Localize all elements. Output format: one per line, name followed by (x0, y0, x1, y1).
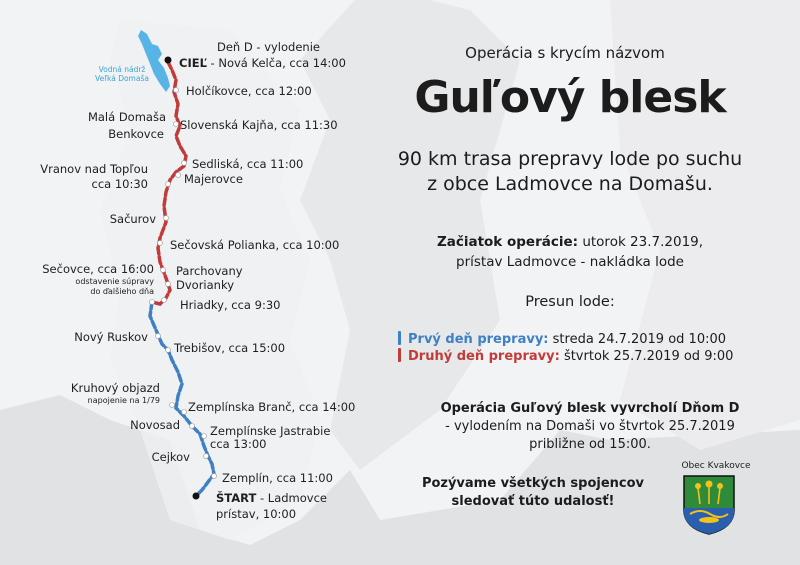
start-info-label: Začiatok operácie: (436, 234, 579, 250)
label-slovenska-kajna: Slovenská Kajňa, cca 11:30 (180, 118, 338, 132)
region-shape-right (610, 0, 800, 450)
water-name-2: Veľká Domaša (95, 74, 149, 83)
label-zemplinske-2: cca 13:00 (210, 437, 267, 451)
waypoint-cejkov (204, 454, 209, 459)
label-cejkov: Cejkov (151, 450, 190, 464)
label-kruhovy-1: Kruhový objazd (70, 381, 160, 395)
waypoint-sedliska (182, 161, 187, 166)
crest-caption: Obec Kvakovce (681, 461, 751, 471)
invitation (408, 475, 658, 511)
waypoint-ciel (165, 57, 172, 64)
day2-row (398, 348, 733, 365)
label-vranov-1: Vranov nad Topľou (40, 162, 148, 176)
start-info-line-1 (390, 232, 750, 252)
waypoint-dvorianky (166, 282, 171, 287)
start-info-line-2: prístav Ladmovce - nakládka lode (456, 254, 684, 270)
water-name-1: Vodná nádrž (98, 65, 146, 74)
label-hriadky: Hriadky, cca 9:30 (180, 298, 281, 312)
label-novosad: Novosad (130, 418, 180, 432)
waypoint-sacurov (164, 216, 169, 221)
waypoint-zemplin (212, 474, 217, 479)
end-line-3: približne od 15:00. (529, 437, 651, 452)
route-description (360, 147, 780, 197)
start-rest: - Ladmovce (256, 491, 327, 505)
coat-of-arms-icon (682, 474, 736, 536)
waypoint-polianka (158, 241, 163, 246)
waypoint-branc (182, 410, 187, 415)
label-novy-ruskov: Nový Ruskov (74, 330, 148, 344)
day2-label: Druhý deň prepravy: (408, 349, 560, 364)
start-info (390, 232, 750, 272)
label-secovce-note-1: odstavenie súpravy (75, 277, 154, 286)
waypoint-parchovany (161, 268, 166, 273)
label-trebisov: Trebišov, cca 15:00 (174, 341, 286, 355)
ciel-strong: CIEĽ (179, 56, 207, 70)
day2-marker-icon (398, 348, 401, 362)
day1-row (398, 331, 726, 348)
label-kruhovy-2: napojenie na 1/79 (87, 396, 160, 405)
waypoint-hriadky (162, 298, 167, 303)
waypoint-majerovce (176, 173, 181, 178)
label-holcikovce: Holčíkovce, cca 12:00 (186, 84, 312, 98)
label-secovce-note-2: do ďalšieho dňa (90, 287, 154, 296)
label-majerovce: Majerovce (184, 172, 243, 186)
day1-label: Prvý deň prepravy: (408, 332, 549, 347)
start-info-value: utorok 23.7.2019, (582, 234, 704, 250)
label-secovce: Sečovce, cca 16:00 (42, 262, 154, 276)
label-zemplinska-branc: Zemplínska Branč, cca 14:00 (188, 400, 356, 414)
invite-line-1: Pozývame všetkých spojencov (421, 476, 645, 491)
label-benkovce: Benkovce (108, 127, 164, 141)
label-vranov-2: cca 10:30 (91, 177, 148, 191)
end-line-2: - vylodením na Domaši vo štvrtok 25.7.2019 (445, 419, 735, 434)
label-sacurov: Sačurov (109, 212, 156, 226)
day1-value: streda 24.7.2019 od 10:00 (552, 332, 727, 347)
transfer-heading: Presun lode: (525, 294, 615, 310)
label-mala-domasa: Malá Domaša (87, 110, 166, 124)
waypoint-jastrabie (202, 434, 207, 439)
waypoint-novy-ruskov (156, 334, 161, 339)
label-ciel (179, 56, 346, 70)
label-dvorianky: Dvorianky (176, 278, 235, 292)
start-strong: ŠTART (216, 491, 257, 505)
route-line-2: z obce Ladmovce na Domašu. (427, 173, 713, 195)
label-start (216, 491, 327, 505)
waypoint-holcikovce (174, 88, 179, 93)
waypoint-kruhovy (170, 403, 175, 408)
day2-value: štvrtok 25.7.2019 od 9:00 (563, 349, 734, 364)
subtitle: Operácia s krycím názvom (465, 44, 665, 62)
waypoint-trebisov (166, 348, 171, 353)
label-secovska-polianka: Sečovská Polianka, cca 10:00 (170, 238, 340, 252)
label-zemplin: Zemplín, cca 11:00 (222, 471, 333, 485)
end-info (405, 400, 775, 454)
waypoint-slovenska-kajna (174, 122, 179, 127)
page-title: Guľový blesk (414, 72, 726, 123)
label-den-d: Deň D - vylodenie (217, 40, 320, 54)
label-zemplinske-1: Zemplínske Jastrabie (210, 424, 331, 438)
label-parchovany: Parchovany (176, 264, 243, 278)
route-line-1: 90 km trasa prepravy lode po suchu (397, 148, 743, 170)
waypoint-vranov (166, 182, 171, 187)
waypoint-start (193, 493, 200, 500)
invite-line-2: sledovať túto udalosť! (451, 494, 615, 509)
day1-marker-icon (398, 331, 401, 345)
water-label (84, 65, 160, 83)
label-sedliska: Sedliská, cca 11:00 (192, 157, 304, 171)
label-start-2: prístav, 10:00 (216, 507, 297, 521)
waypoint-novosad (190, 424, 195, 429)
ciel-rest: - Nová Kelča, cca 14:00 (206, 56, 346, 70)
end-line-1: Operácia Guľový blesk vyvrcholí Dňom D (440, 401, 740, 416)
waypoint-secovce (150, 300, 155, 305)
